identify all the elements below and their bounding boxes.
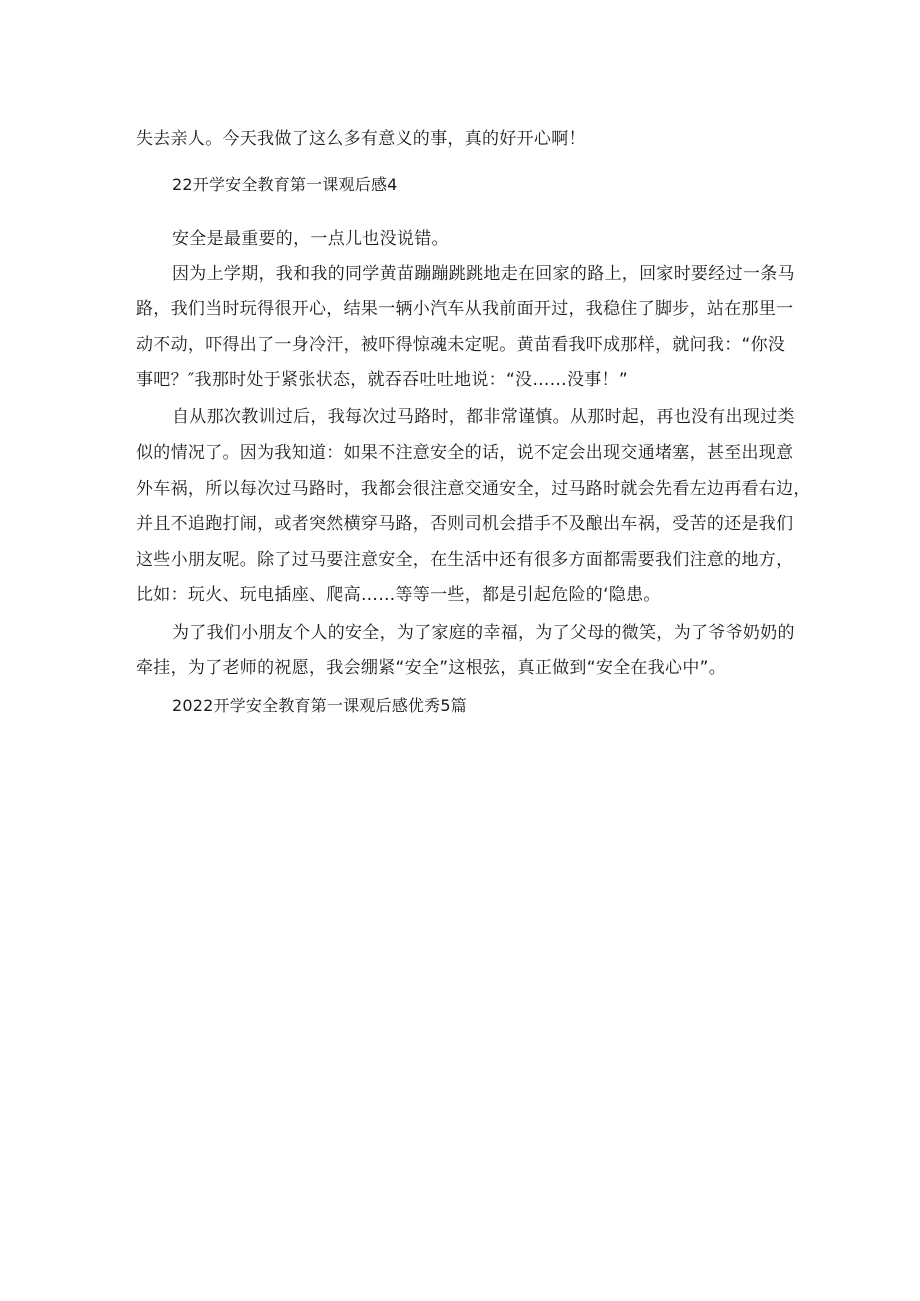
paragraph-line: 自从那次教训过后，我每次过马路时，都非常谨慎。从那时起，再也没有出现过类 [172,407,795,427]
section-heading: 22开学安全教育第一课观后感4 [172,175,398,194]
paragraph-line: 牵挂，为了老师的祝愿，我会绷紧“安全”这根弦，真正做到“安全在我心中”。 [136,658,727,678]
paragraph-line: 安全是最重要的，一点儿也没说错。 [172,229,449,249]
paragraph-line: 似的情况了。因为我知道：如果不注意安全的话，说不定会出现交通堵塞，甚至出现意 [136,443,794,463]
paragraph-line: 事吧？″我那时处于紧张状态，就吞吞吐吐地说：“没……没事！” [136,370,628,390]
paragraph-line: 比如：玩火、玩电插座、爬高……等等一些，都是引起危险的‘隐患。 [136,585,661,605]
paragraph-line: 因为上学期，我和我的同学黄苗蹦蹦跳跳地走在回家的路上，回家时要经过一条马 [172,264,795,284]
paragraph-line: 路，我们当时玩得很开心，结果一辆小汽车从我前面开过，我稳住了脚步，站在那里一 [136,299,794,319]
paragraph-line: 失去亲人。今天我做了这么多有意义的事，真的好开心啊！ [136,129,586,149]
paragraph-line: 为了我们小朋友个人的安全，为了家庭的幸福，为了父母的微笑，为了爷爷奶奶的 [172,623,795,643]
section-heading: 2022开学安全教育第一课观后感优秀5篇 [172,696,467,715]
paragraph-line: 外车祸，所以每次过马路时，我都会很注意交通安全，过马路时就会先看左边再看右边， [136,479,811,499]
paragraph-line: 并且不追跑打闹，或者突然横穿马路，否则司机会措手不及酿出车祸，受苦的还是我们 [136,514,794,534]
paragraph-line: 动不动，吓得出了一身冷汗，被吓得惊魂未定呢。黄苗看我吓成那样，就问我：“你没 [136,335,786,355]
paragraph-line: 这些小朋友呢。除了过马要注意安全，在生活中还有很多方面都需要我们注意的地方， [136,550,794,570]
